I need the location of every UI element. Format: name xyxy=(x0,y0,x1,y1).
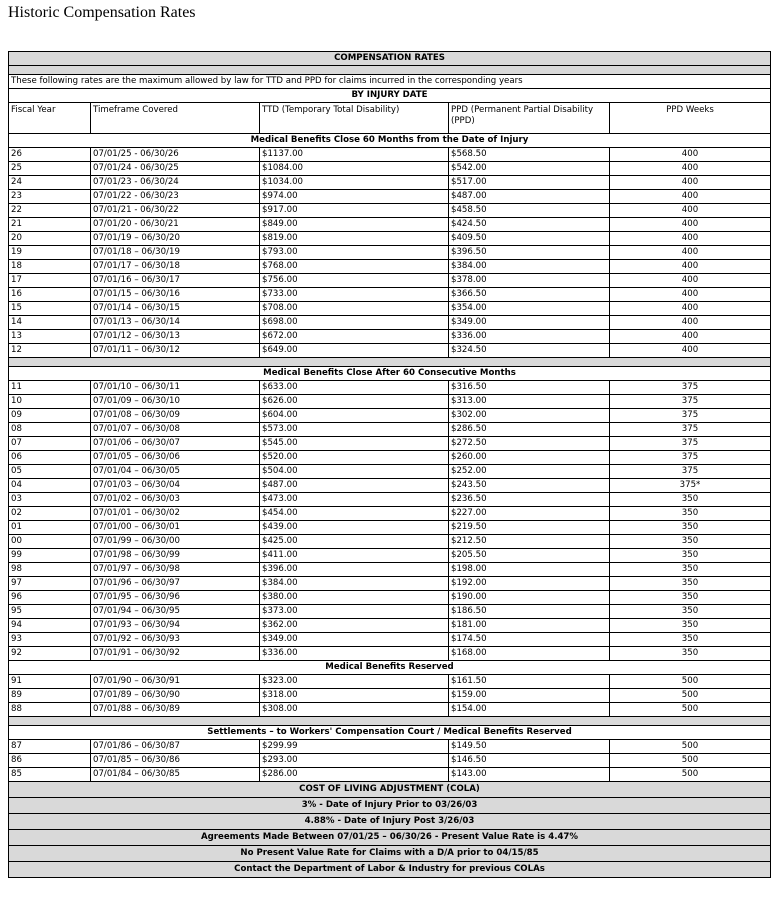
fiscal-year-cell: 94 xyxy=(9,619,91,633)
fiscal-year-cell: 23 xyxy=(9,190,91,204)
ttd-cell: $396.00 xyxy=(260,563,449,577)
ppd-weeks-cell: 400 xyxy=(610,330,771,344)
ttd-cell: $768.00 xyxy=(260,260,449,274)
cola-line: No Present Value Rate for Claims with a D/A prior to 04/15/85 xyxy=(9,846,771,862)
table-row xyxy=(9,549,771,563)
section-heading: Medical Benefits Close After 60 Consecutive Months xyxy=(9,367,771,381)
timeframe-cell: 07/01/00 – 06/30/01 xyxy=(91,521,260,535)
cola-line: 4.88% - Date of Injury Post 3/26/03 xyxy=(9,814,771,830)
table-row xyxy=(9,302,771,316)
ttd-cell: $626.00 xyxy=(260,395,449,409)
fiscal-year-cell: 89 xyxy=(9,689,91,703)
fiscal-year-cell: 11 xyxy=(9,381,91,395)
ppd-cell: $286.50 xyxy=(449,423,610,437)
timeframe-cell: 07/01/16 – 06/30/17 xyxy=(91,274,260,288)
ttd-cell: $308.00 xyxy=(260,703,449,717)
ppd-cell: $260.00 xyxy=(449,451,610,465)
cola-line: Agreements Made Between 07/01/25 – 06/30/26 - Present Value Rate is 4.47% xyxy=(9,830,771,846)
ppd-weeks-cell: 500 xyxy=(610,675,771,689)
fiscal-year-cell: 15 xyxy=(9,302,91,316)
ttd-cell: $545.00 xyxy=(260,437,449,451)
fiscal-year-cell: 26 xyxy=(9,148,91,162)
table-row xyxy=(9,647,771,661)
fiscal-year-cell: 14 xyxy=(9,316,91,330)
page-title: Historic Compensation Rates xyxy=(8,4,196,21)
fiscal-year-cell: 85 xyxy=(9,768,91,782)
timeframe-cell: 07/01/22 - 06/30/23 xyxy=(91,190,260,204)
ppd-weeks-cell: 400 xyxy=(610,274,771,288)
timeframe-cell: 07/01/11 – 06/30/12 xyxy=(91,344,260,358)
timeframe-cell: 07/01/15 – 06/30/16 xyxy=(91,288,260,302)
ppd-cell: $378.00 xyxy=(449,274,610,288)
ppd-weeks-cell: 400 xyxy=(610,288,771,302)
timeframe-cell: 07/01/90 – 06/30/91 xyxy=(91,675,260,689)
ppd-weeks-cell: 500 xyxy=(610,754,771,768)
ppd-cell: $154.00 xyxy=(449,703,610,717)
ppd-weeks-cell: 350 xyxy=(610,647,771,661)
ppd-weeks-cell: 350 xyxy=(610,563,771,577)
ppd-weeks-cell: 375 xyxy=(610,409,771,423)
timeframe-cell: 07/01/91 – 06/30/92 xyxy=(91,647,260,661)
ppd-weeks-cell: 400 xyxy=(610,190,771,204)
table-row xyxy=(9,479,771,493)
ppd-cell: $161.50 xyxy=(449,675,610,689)
fiscal-year-cell: 18 xyxy=(9,260,91,274)
timeframe-cell: 07/01/06 – 06/30/07 xyxy=(91,437,260,451)
fiscal-year-cell: 22 xyxy=(9,204,91,218)
ppd-weeks-cell: 500 xyxy=(610,768,771,782)
ttd-cell: $974.00 xyxy=(260,190,449,204)
table-row xyxy=(9,689,771,703)
ttd-cell: $708.00 xyxy=(260,302,449,316)
ppd-weeks-cell: 400 xyxy=(610,302,771,316)
ppd-weeks-cell: 500 xyxy=(610,689,771,703)
timeframe-cell: 07/01/19 – 06/30/20 xyxy=(91,232,260,246)
ppd-weeks-cell: 350 xyxy=(610,591,771,605)
ppd-cell: $212.50 xyxy=(449,535,610,549)
fiscal-year-cell: 09 xyxy=(9,409,91,423)
ppd-weeks-cell: 500 xyxy=(610,740,771,754)
ttd-cell: $672.00 xyxy=(260,330,449,344)
ppd-cell: $198.00 xyxy=(449,563,610,577)
ttd-cell: $323.00 xyxy=(260,675,449,689)
ppd-weeks-cell: 350 xyxy=(610,535,771,549)
ppd-cell: $424.50 xyxy=(449,218,610,232)
ttd-cell: $293.00 xyxy=(260,754,449,768)
fiscal-year-cell: 98 xyxy=(9,563,91,577)
ppd-weeks-cell: 375 xyxy=(610,465,771,479)
fiscal-year-cell: 02 xyxy=(9,507,91,521)
fiscal-year-cell: 05 xyxy=(9,465,91,479)
fiscal-year-cell: 25 xyxy=(9,162,91,176)
table-row xyxy=(9,577,771,591)
ppd-cell: $302.00 xyxy=(449,409,610,423)
ppd-cell: $349.00 xyxy=(449,316,610,330)
column-header-ppd-weeks: PPD Weeks xyxy=(610,103,771,134)
table-row xyxy=(9,395,771,409)
ttd-cell: $286.00 xyxy=(260,768,449,782)
table-row xyxy=(9,204,771,218)
table-row xyxy=(9,591,771,605)
fiscal-year-cell: 10 xyxy=(9,395,91,409)
ttd-cell: $299.99 xyxy=(260,740,449,754)
ttd-cell: $573.00 xyxy=(260,423,449,437)
ppd-cell: $313.00 xyxy=(449,395,610,409)
spacer-row xyxy=(9,717,771,726)
table-row xyxy=(9,162,771,176)
ttd-cell: $380.00 xyxy=(260,591,449,605)
table-row xyxy=(9,316,771,330)
table-row xyxy=(9,675,771,689)
table-row xyxy=(9,423,771,437)
ppd-cell: $384.00 xyxy=(449,260,610,274)
ttd-cell: $318.00 xyxy=(260,689,449,703)
ppd-cell: $252.00 xyxy=(449,465,610,479)
fiscal-year-cell: 93 xyxy=(9,633,91,647)
timeframe-cell: 07/01/02 – 06/30/03 xyxy=(91,493,260,507)
fiscal-year-cell: 00 xyxy=(9,535,91,549)
timeframe-cell: 07/01/93 – 06/30/94 xyxy=(91,619,260,633)
table-row xyxy=(9,465,771,479)
ppd-cell: $143.00 xyxy=(449,768,610,782)
timeframe-cell: 07/01/04 – 06/30/05 xyxy=(91,465,260,479)
fiscal-year-cell: 88 xyxy=(9,703,91,717)
timeframe-cell: 07/01/25 - 06/30/26 xyxy=(91,148,260,162)
table-row xyxy=(9,768,771,782)
ppd-weeks-cell: 350 xyxy=(610,493,771,507)
ppd-cell: $236.50 xyxy=(449,493,610,507)
ppd-weeks-cell: 375* xyxy=(610,479,771,493)
timeframe-cell: 07/01/96 – 06/30/97 xyxy=(91,577,260,591)
fiscal-year-cell: 20 xyxy=(9,232,91,246)
ppd-weeks-cell: 350 xyxy=(610,605,771,619)
fiscal-year-cell: 92 xyxy=(9,647,91,661)
timeframe-cell: 07/01/17 – 06/30/18 xyxy=(91,260,260,274)
ppd-cell: $192.00 xyxy=(449,577,610,591)
fiscal-year-cell: 13 xyxy=(9,330,91,344)
ppd-weeks-cell: 400 xyxy=(610,344,771,358)
ttd-cell: $604.00 xyxy=(260,409,449,423)
fiscal-year-cell: 04 xyxy=(9,479,91,493)
fiscal-year-cell: 16 xyxy=(9,288,91,302)
ppd-weeks-cell: 375 xyxy=(610,381,771,395)
ppd-cell: $396.50 xyxy=(449,246,610,260)
ppd-cell: $149.50 xyxy=(449,740,610,754)
ppd-weeks-cell: 375 xyxy=(610,423,771,437)
ppd-cell: $487.00 xyxy=(449,190,610,204)
fiscal-year-cell: 95 xyxy=(9,605,91,619)
table-row xyxy=(9,274,771,288)
ppd-weeks-cell: 400 xyxy=(610,246,771,260)
ppd-cell: $542.00 xyxy=(449,162,610,176)
ppd-weeks-cell: 350 xyxy=(610,577,771,591)
ppd-weeks-cell: 500 xyxy=(610,703,771,717)
ppd-weeks-cell: 400 xyxy=(610,176,771,190)
timeframe-cell: 07/01/99 – 06/30/00 xyxy=(91,535,260,549)
table-title: COMPENSATION RATES xyxy=(9,52,771,66)
ttd-cell: $793.00 xyxy=(260,246,449,260)
fiscal-year-cell: 06 xyxy=(9,451,91,465)
table-row xyxy=(9,246,771,260)
ppd-weeks-cell: 400 xyxy=(610,232,771,246)
spacer-row xyxy=(9,358,771,367)
ppd-cell: $219.50 xyxy=(449,521,610,535)
timeframe-cell: 07/01/01 – 06/30/02 xyxy=(91,507,260,521)
fiscal-year-cell: 91 xyxy=(9,675,91,689)
ttd-cell: $520.00 xyxy=(260,451,449,465)
ppd-weeks-cell: 350 xyxy=(610,619,771,633)
timeframe-cell: 07/01/14 – 06/30/15 xyxy=(91,302,260,316)
fiscal-year-cell: 99 xyxy=(9,549,91,563)
compensation-rates-table xyxy=(8,51,771,878)
fiscal-year-cell: 17 xyxy=(9,274,91,288)
ppd-cell: $146.50 xyxy=(449,754,610,768)
section-heading: Settlements – to Workers' Compensation Court / Medical Benefits Reserved xyxy=(9,726,771,740)
ppd-weeks-cell: 400 xyxy=(610,162,771,176)
fiscal-year-cell: 96 xyxy=(9,591,91,605)
timeframe-cell: 07/01/97 – 06/30/98 xyxy=(91,563,260,577)
ttd-cell: $362.00 xyxy=(260,619,449,633)
table-row xyxy=(9,344,771,358)
timeframe-cell: 07/01/92 – 06/30/93 xyxy=(91,633,260,647)
ppd-cell: $366.50 xyxy=(449,288,610,302)
ttd-cell: $1034.00 xyxy=(260,176,449,190)
timeframe-cell: 07/01/18 – 06/30/19 xyxy=(91,246,260,260)
table-row xyxy=(9,633,771,647)
ttd-cell: $917.00 xyxy=(260,204,449,218)
ttd-cell: $504.00 xyxy=(260,465,449,479)
ttd-cell: $487.00 xyxy=(260,479,449,493)
fiscal-year-cell: 19 xyxy=(9,246,91,260)
ttd-cell: $1137.00 xyxy=(260,148,449,162)
table-row xyxy=(9,330,771,344)
ppd-weeks-cell: 375 xyxy=(610,437,771,451)
ttd-cell: $454.00 xyxy=(260,507,449,521)
cola-line: 3% - Date of Injury Prior to 03/26/03 xyxy=(9,798,771,814)
ppd-cell: $159.00 xyxy=(449,689,610,703)
column-header-fiscal-year: Fiscal Year xyxy=(9,103,91,134)
table-row xyxy=(9,703,771,717)
table-row xyxy=(9,619,771,633)
ppd-weeks-cell: 350 xyxy=(610,633,771,647)
timeframe-cell: 07/01/07 – 06/30/08 xyxy=(91,423,260,437)
ppd-cell: $190.00 xyxy=(449,591,610,605)
ppd-cell: $568.50 xyxy=(449,148,610,162)
timeframe-cell: 07/01/86 – 06/30/87 xyxy=(91,740,260,754)
table-row xyxy=(9,754,771,768)
table-row xyxy=(9,148,771,162)
timeframe-cell: 07/01/23 - 06/30/24 xyxy=(91,176,260,190)
table-row xyxy=(9,535,771,549)
fiscal-year-cell: 12 xyxy=(9,344,91,358)
table-row xyxy=(9,190,771,204)
table-row xyxy=(9,288,771,302)
cola-title: COST OF LIVING ADJUSTMENT (COLA) xyxy=(9,782,771,798)
cola-line: Contact the Department of Labor & Industry for previous COLAs xyxy=(9,862,771,878)
spacer-row xyxy=(9,66,771,75)
ttd-cell: $633.00 xyxy=(260,381,449,395)
ttd-cell: $849.00 xyxy=(260,218,449,232)
ppd-cell: $205.50 xyxy=(449,549,610,563)
timeframe-cell: 07/01/88 – 06/30/89 xyxy=(91,703,260,717)
ttd-cell: $698.00 xyxy=(260,316,449,330)
fiscal-year-cell: 07 xyxy=(9,437,91,451)
ppd-weeks-cell: 375 xyxy=(610,451,771,465)
timeframe-cell: 07/01/08 – 06/30/09 xyxy=(91,409,260,423)
fiscal-year-cell: 97 xyxy=(9,577,91,591)
ppd-cell: $174.50 xyxy=(449,633,610,647)
ppd-weeks-cell: 375 xyxy=(610,395,771,409)
ppd-weeks-cell: 350 xyxy=(610,521,771,535)
ppd-cell: $336.00 xyxy=(449,330,610,344)
timeframe-cell: 07/01/94 – 06/30/95 xyxy=(91,605,260,619)
ttd-cell: $349.00 xyxy=(260,633,449,647)
ttd-cell: $819.00 xyxy=(260,232,449,246)
timeframe-cell: 07/01/84 – 06/30/85 xyxy=(91,768,260,782)
timeframe-cell: 07/01/98 – 06/30/99 xyxy=(91,549,260,563)
timeframe-cell: 07/01/10 – 06/30/11 xyxy=(91,381,260,395)
column-header-ttd: TTD (Temporary Total Disability) xyxy=(260,103,449,134)
section-heading: Medical Benefits Close 60 Months from the Date of Injury xyxy=(9,134,771,148)
ppd-cell: $354.00 xyxy=(449,302,610,316)
ppd-cell: $458.50 xyxy=(449,204,610,218)
ppd-cell: $316.50 xyxy=(449,381,610,395)
timeframe-cell: 07/01/85 – 06/30/86 xyxy=(91,754,260,768)
table-row xyxy=(9,521,771,535)
ttd-cell: $411.00 xyxy=(260,549,449,563)
table-row xyxy=(9,260,771,274)
table-row xyxy=(9,507,771,521)
ppd-cell: $243.50 xyxy=(449,479,610,493)
fiscal-year-cell: 86 xyxy=(9,754,91,768)
ppd-weeks-cell: 400 xyxy=(610,316,771,330)
timeframe-cell: 07/01/95 – 06/30/96 xyxy=(91,591,260,605)
table-row xyxy=(9,176,771,190)
ppd-cell: $517.00 xyxy=(449,176,610,190)
ttd-cell: $439.00 xyxy=(260,521,449,535)
ttd-cell: $649.00 xyxy=(260,344,449,358)
ttd-cell: $373.00 xyxy=(260,605,449,619)
fiscal-year-cell: 01 xyxy=(9,521,91,535)
ttd-cell: $1084.00 xyxy=(260,162,449,176)
ttd-cell: $733.00 xyxy=(260,288,449,302)
table-row xyxy=(9,232,771,246)
ppd-weeks-cell: 400 xyxy=(610,204,771,218)
ppd-cell: $324.50 xyxy=(449,344,610,358)
table-subtitle: BY INJURY DATE xyxy=(9,89,771,103)
timeframe-cell: 07/01/24 - 06/30/25 xyxy=(91,162,260,176)
ppd-weeks-cell: 400 xyxy=(610,148,771,162)
ttd-cell: $473.00 xyxy=(260,493,449,507)
ppd-weeks-cell: 350 xyxy=(610,507,771,521)
table-row xyxy=(9,563,771,577)
ppd-cell: $227.00 xyxy=(449,507,610,521)
fiscal-year-cell: 87 xyxy=(9,740,91,754)
table-row xyxy=(9,381,771,395)
column-header-timeframe: Timeframe Covered xyxy=(91,103,260,134)
fiscal-year-cell: 24 xyxy=(9,176,91,190)
fiscal-year-cell: 21 xyxy=(9,218,91,232)
ppd-cell: $272.50 xyxy=(449,437,610,451)
table-row xyxy=(9,218,771,232)
fiscal-year-cell: 03 xyxy=(9,493,91,507)
ppd-weeks-cell: 350 xyxy=(610,549,771,563)
fiscal-year-cell: 08 xyxy=(9,423,91,437)
ttd-cell: $336.00 xyxy=(260,647,449,661)
ttd-cell: $756.00 xyxy=(260,274,449,288)
timeframe-cell: 07/01/20 - 06/30/21 xyxy=(91,218,260,232)
table-intro: These following rates are the maximum allowed by law for TTD and PPD for claims incurred in the corresponding years xyxy=(9,75,771,89)
ttd-cell: $425.00 xyxy=(260,535,449,549)
ppd-cell: $186.50 xyxy=(449,605,610,619)
timeframe-cell: 07/01/13 – 06/30/14 xyxy=(91,316,260,330)
ttd-cell: $384.00 xyxy=(260,577,449,591)
ppd-cell: $168.00 xyxy=(449,647,610,661)
table-row xyxy=(9,437,771,451)
timeframe-cell: 07/01/05 – 06/30/06 xyxy=(91,451,260,465)
table-row xyxy=(9,451,771,465)
table-row xyxy=(9,409,771,423)
timeframe-cell: 07/01/09 – 06/30/10 xyxy=(91,395,260,409)
table-row xyxy=(9,493,771,507)
ppd-weeks-cell: 400 xyxy=(610,260,771,274)
table-row xyxy=(9,740,771,754)
ppd-cell: $409.50 xyxy=(449,232,610,246)
ppd-cell: $181.00 xyxy=(449,619,610,633)
column-header-ppd: PPD (Permanent Partial Disability (PPD) xyxy=(449,103,610,134)
ppd-weeks-cell: 400 xyxy=(610,218,771,232)
section-heading: Medical Benefits Reserved xyxy=(9,661,771,675)
timeframe-cell: 07/01/12 – 06/30/13 xyxy=(91,330,260,344)
timeframe-cell: 07/01/89 – 06/30/90 xyxy=(91,689,260,703)
timeframe-cell: 07/01/21 - 06/30/22 xyxy=(91,204,260,218)
table-row xyxy=(9,605,771,619)
timeframe-cell: 07/01/03 – 06/30/04 xyxy=(91,479,260,493)
